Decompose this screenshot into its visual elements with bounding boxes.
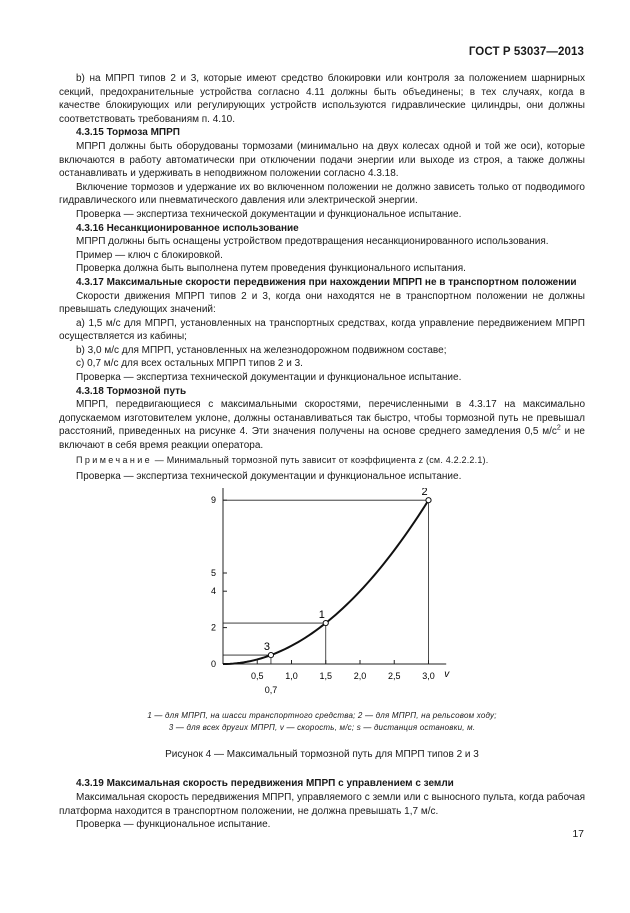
- x-tick-label: 1,0: [285, 670, 298, 681]
- y-tick-label: 2: [210, 622, 216, 633]
- data-point: [268, 652, 273, 657]
- paragraph-text: МПРП, передвигающиеся с максимальными скоростями, перечисленными в 4.3.17 на максимально допускаемом изготовителем уклоне, должны останавливаться так быстро, чтобы тормозной путь не превышал расстояний, приведенных на рисунке 4. Эти значения получены на основе среднего замедления 0,5 м/с: [59, 399, 585, 438]
- list-item: а) 1,5 м/с для МПРП, установленных на транспортных средствах, когда управление передвижением МПРП осуществляется из кабины;: [59, 317, 585, 343]
- y-tick-label: 9: [210, 495, 216, 506]
- braking-distance-figure: [59, 488, 585, 706]
- data-point: [323, 620, 328, 625]
- paragraph: Проверка — функциональное испытание.: [76, 819, 271, 831]
- legend-line: 1 — для МПРП, на шасси транспортного средства; 2 — для МПРП, на рельсовом ходу;: [147, 710, 497, 720]
- page-number: 17: [572, 828, 584, 840]
- x-tick-label: 0,5: [250, 670, 264, 681]
- section-heading: 4.3.18 Тормозной путь: [76, 385, 187, 397]
- section-heading: 4.3.16 Несанкционированное использование: [76, 222, 299, 234]
- data-point: [426, 497, 431, 502]
- x-tick-label: 2,0: [353, 670, 367, 681]
- y-tick-label: 4: [210, 586, 216, 597]
- y-tick-label: 0: [210, 658, 216, 669]
- section-heading: 4.3.19 Максимальная скорость передвижения МПРП с управлением с земли: [76, 778, 454, 790]
- paragraph: Проверка — экспертиза технической документации и функциональное испытание.: [76, 471, 462, 483]
- paragraph: Проверка должна быть выполнена путем проведения функционального испытания.: [76, 263, 466, 275]
- paragraph: Максимальная скорость передвижения МПРП, управляемого с земли или с выносного пульта, когда рабочая платформа находится в транспортном положении, не должна превышать 1,7 м/с.: [59, 792, 585, 817]
- paragraph: Скорости движения МПРП типов 2 и 3, когда они находятся не в транспортном положении не должны превышать следующих значений:: [59, 290, 585, 316]
- braking-distance-chart: [59, 488, 585, 706]
- legend-line: 3 — для всех других МПРП, v — скорость, м/с; s — дистанция остановки, м.: [168, 722, 476, 732]
- point-label: 1: [318, 608, 325, 621]
- figure-legend: [59, 710, 585, 734]
- x-tick-label: 1,5: [319, 670, 333, 681]
- paragraph: Пример — ключ с блокировкой.: [76, 249, 223, 261]
- x-tick-label: 0,7: [264, 684, 278, 695]
- point-label: 3: [263, 640, 271, 653]
- note-label: Примечание: [76, 454, 153, 465]
- paragraph-text: и не включают в себя время реакции оператора.: [59, 426, 585, 452]
- paragraph: b) на МПРП типов 2 и 3, которые имеют средство блокировки или контроля за положением шарнирных секций, предохранительные устройства согласно 4.11 должны быть объединены; в тех случаях, когда в качестве блокирующих или регулирующих устройств используются гидравлические цилиндры, они должны соответствовать требованиям п. 4.10.: [59, 73, 585, 125]
- figure-caption: Рисунок 4 — Максимальный тормозной путь для МПРП типов 2 и 3: [165, 748, 479, 760]
- list-item: с) 0,7 м/с для всех остальных МПРП типов 2 и 3.: [76, 358, 303, 370]
- note-text: — Минимальный тормозной путь зависит от коэффициента z (см. 4.2.2.2.1).: [152, 454, 489, 465]
- x-tick-label: 3,0: [422, 670, 435, 681]
- list-item: b) 3,0 м/с для МПРП, установленных на железнодорожном подвижном составе;: [76, 344, 447, 356]
- section-heading: 4.3.15 Тормоза МПРП: [76, 127, 180, 139]
- paragraph: МПРП должны быть оснащены устройством предотвращения несанкционированного использования.: [76, 236, 549, 248]
- y-tick-label: 5: [210, 567, 216, 578]
- paragraph: МПРП должны быть оборудованы тормозами (минимально на двух колесах одной и той же оси), которые включаются в работу автоматически при отключении подачи энергии или выходе из строя, а также должны останавливать и удерживать в неподвижном положении согласно 4.3.18.: [59, 140, 585, 180]
- paragraph: Проверка — экспертиза технической документации и функциональное испытание.: [76, 208, 462, 220]
- x-tick-label: 2,5: [387, 670, 401, 681]
- paragraph: Включение тормозов и удержание их во включенном положении не должно зависеть только от подводимого гидравлического или пневматического давления или электрической энергии.: [59, 181, 585, 207]
- point-label: 2: [421, 487, 428, 499]
- page-header: ГОСТ Р 53037—2013: [468, 46, 584, 58]
- superscript: 2: [556, 425, 561, 433]
- note: [59, 454, 585, 468]
- x-axis-label: v: [444, 668, 450, 680]
- paragraph: Проверка — экспертиза технической документации и функциональное испытание.: [76, 372, 462, 384]
- document-body: [59, 72, 585, 832]
- section-heading: 4.3.17 Максимальные скорости передвижения при нахождении МПРП не в транспортном положении: [76, 276, 577, 288]
- paragraph: [59, 398, 585, 452]
